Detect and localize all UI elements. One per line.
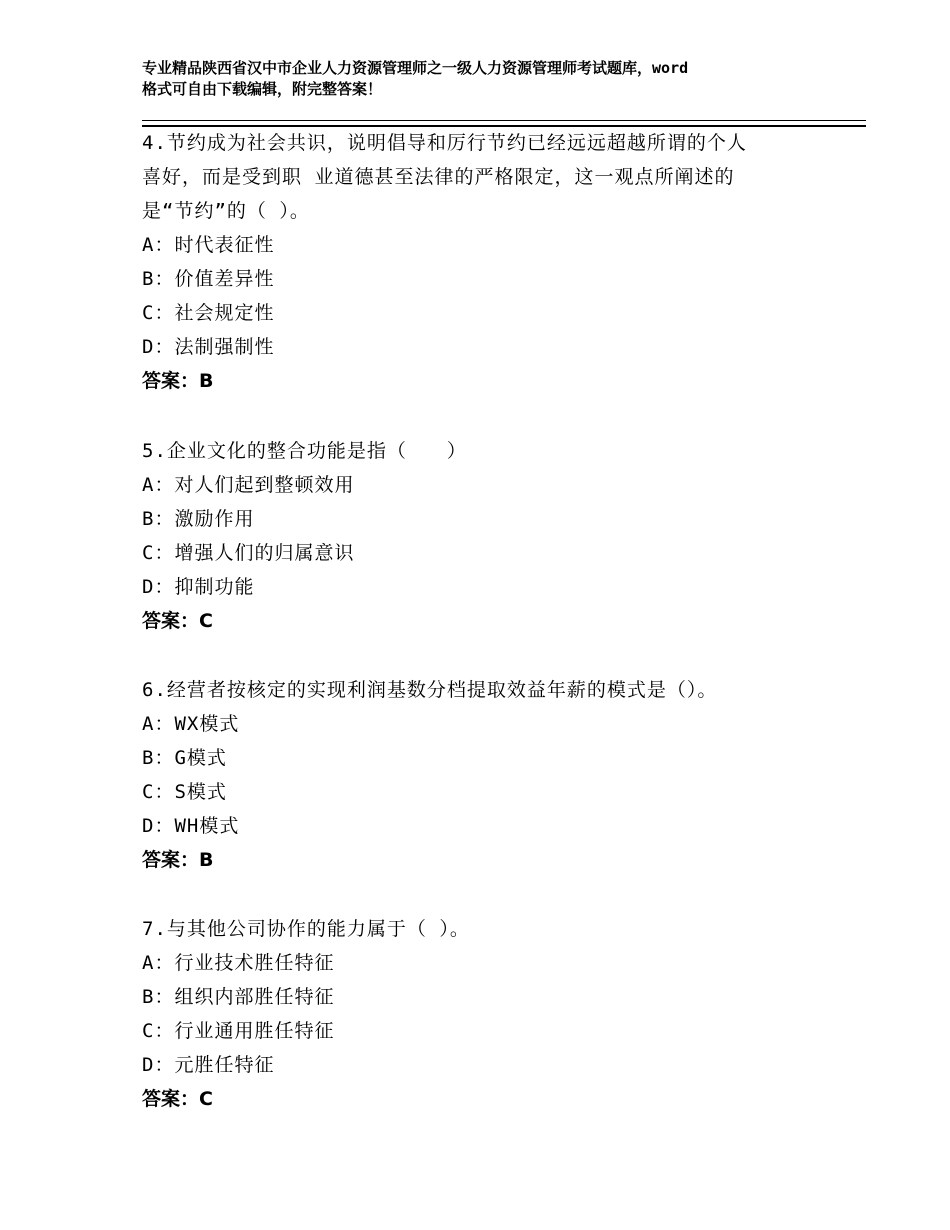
- option-b: B：组织内部胜任特征: [142, 986, 335, 1008]
- question-text-line: 7.与其他公司协作的能力属于（ ）。: [142, 918, 470, 940]
- option-c: C：行业通用胜任特征: [142, 1020, 335, 1042]
- option-d: D：元胜任特征: [142, 1054, 275, 1076]
- option-c: C：增强人们的归属意识: [142, 542, 355, 564]
- option-d: D：WH模式: [142, 815, 240, 837]
- question-text-line: 5.企业文化的整合功能是指（ ）: [142, 440, 467, 462]
- question-7: [142, 912, 822, 1116]
- option-a: A：时代表征性: [142, 234, 275, 256]
- document-header: [142, 58, 862, 100]
- option-b: B：价值差异性: [142, 268, 275, 290]
- answer-label: 答案：C: [142, 1088, 213, 1110]
- answer-label: 答案：B: [142, 849, 214, 871]
- option-d: D：法制强制性: [142, 336, 275, 358]
- header-line-2: 格式可自由下载编辑，附完整答案！: [142, 80, 383, 98]
- option-d: D：抑制功能: [142, 576, 255, 598]
- option-a: A：对人们起到整顿效用: [142, 474, 355, 496]
- question-text-line: 6.经营者按核定的实现利润基数分档提取效益年薪的模式是（）。: [142, 679, 718, 701]
- question-4: [142, 126, 822, 398]
- question-5: [142, 434, 822, 638]
- question-text-line: 是“节约”的（ ）。: [142, 200, 310, 222]
- option-b: B：激励作用: [142, 508, 255, 530]
- question-6: [142, 673, 822, 877]
- question-text-line: 4.节约成为社会共识，说明倡导和厉行节约已经远远超越所谓的个人: [142, 132, 747, 154]
- option-c: C：S模式: [142, 781, 227, 803]
- answer-label: 答案：C: [142, 610, 213, 632]
- answer-label: 答案：B: [142, 370, 214, 392]
- question-text-line: 喜好，而是受到职 业道德甚至法律的严格限定，这一观点所阐述的: [142, 166, 735, 188]
- option-a: A：行业技术胜任特征: [142, 952, 335, 974]
- option-b: B：G模式: [142, 747, 227, 769]
- option-c: C：社会规定性: [142, 302, 275, 324]
- header-line-1: 专业精品陕西省汉中市企业人力资源管理师之一级人力资源管理师考试题库，word: [142, 59, 689, 77]
- option-a: A：WX模式: [142, 713, 240, 735]
